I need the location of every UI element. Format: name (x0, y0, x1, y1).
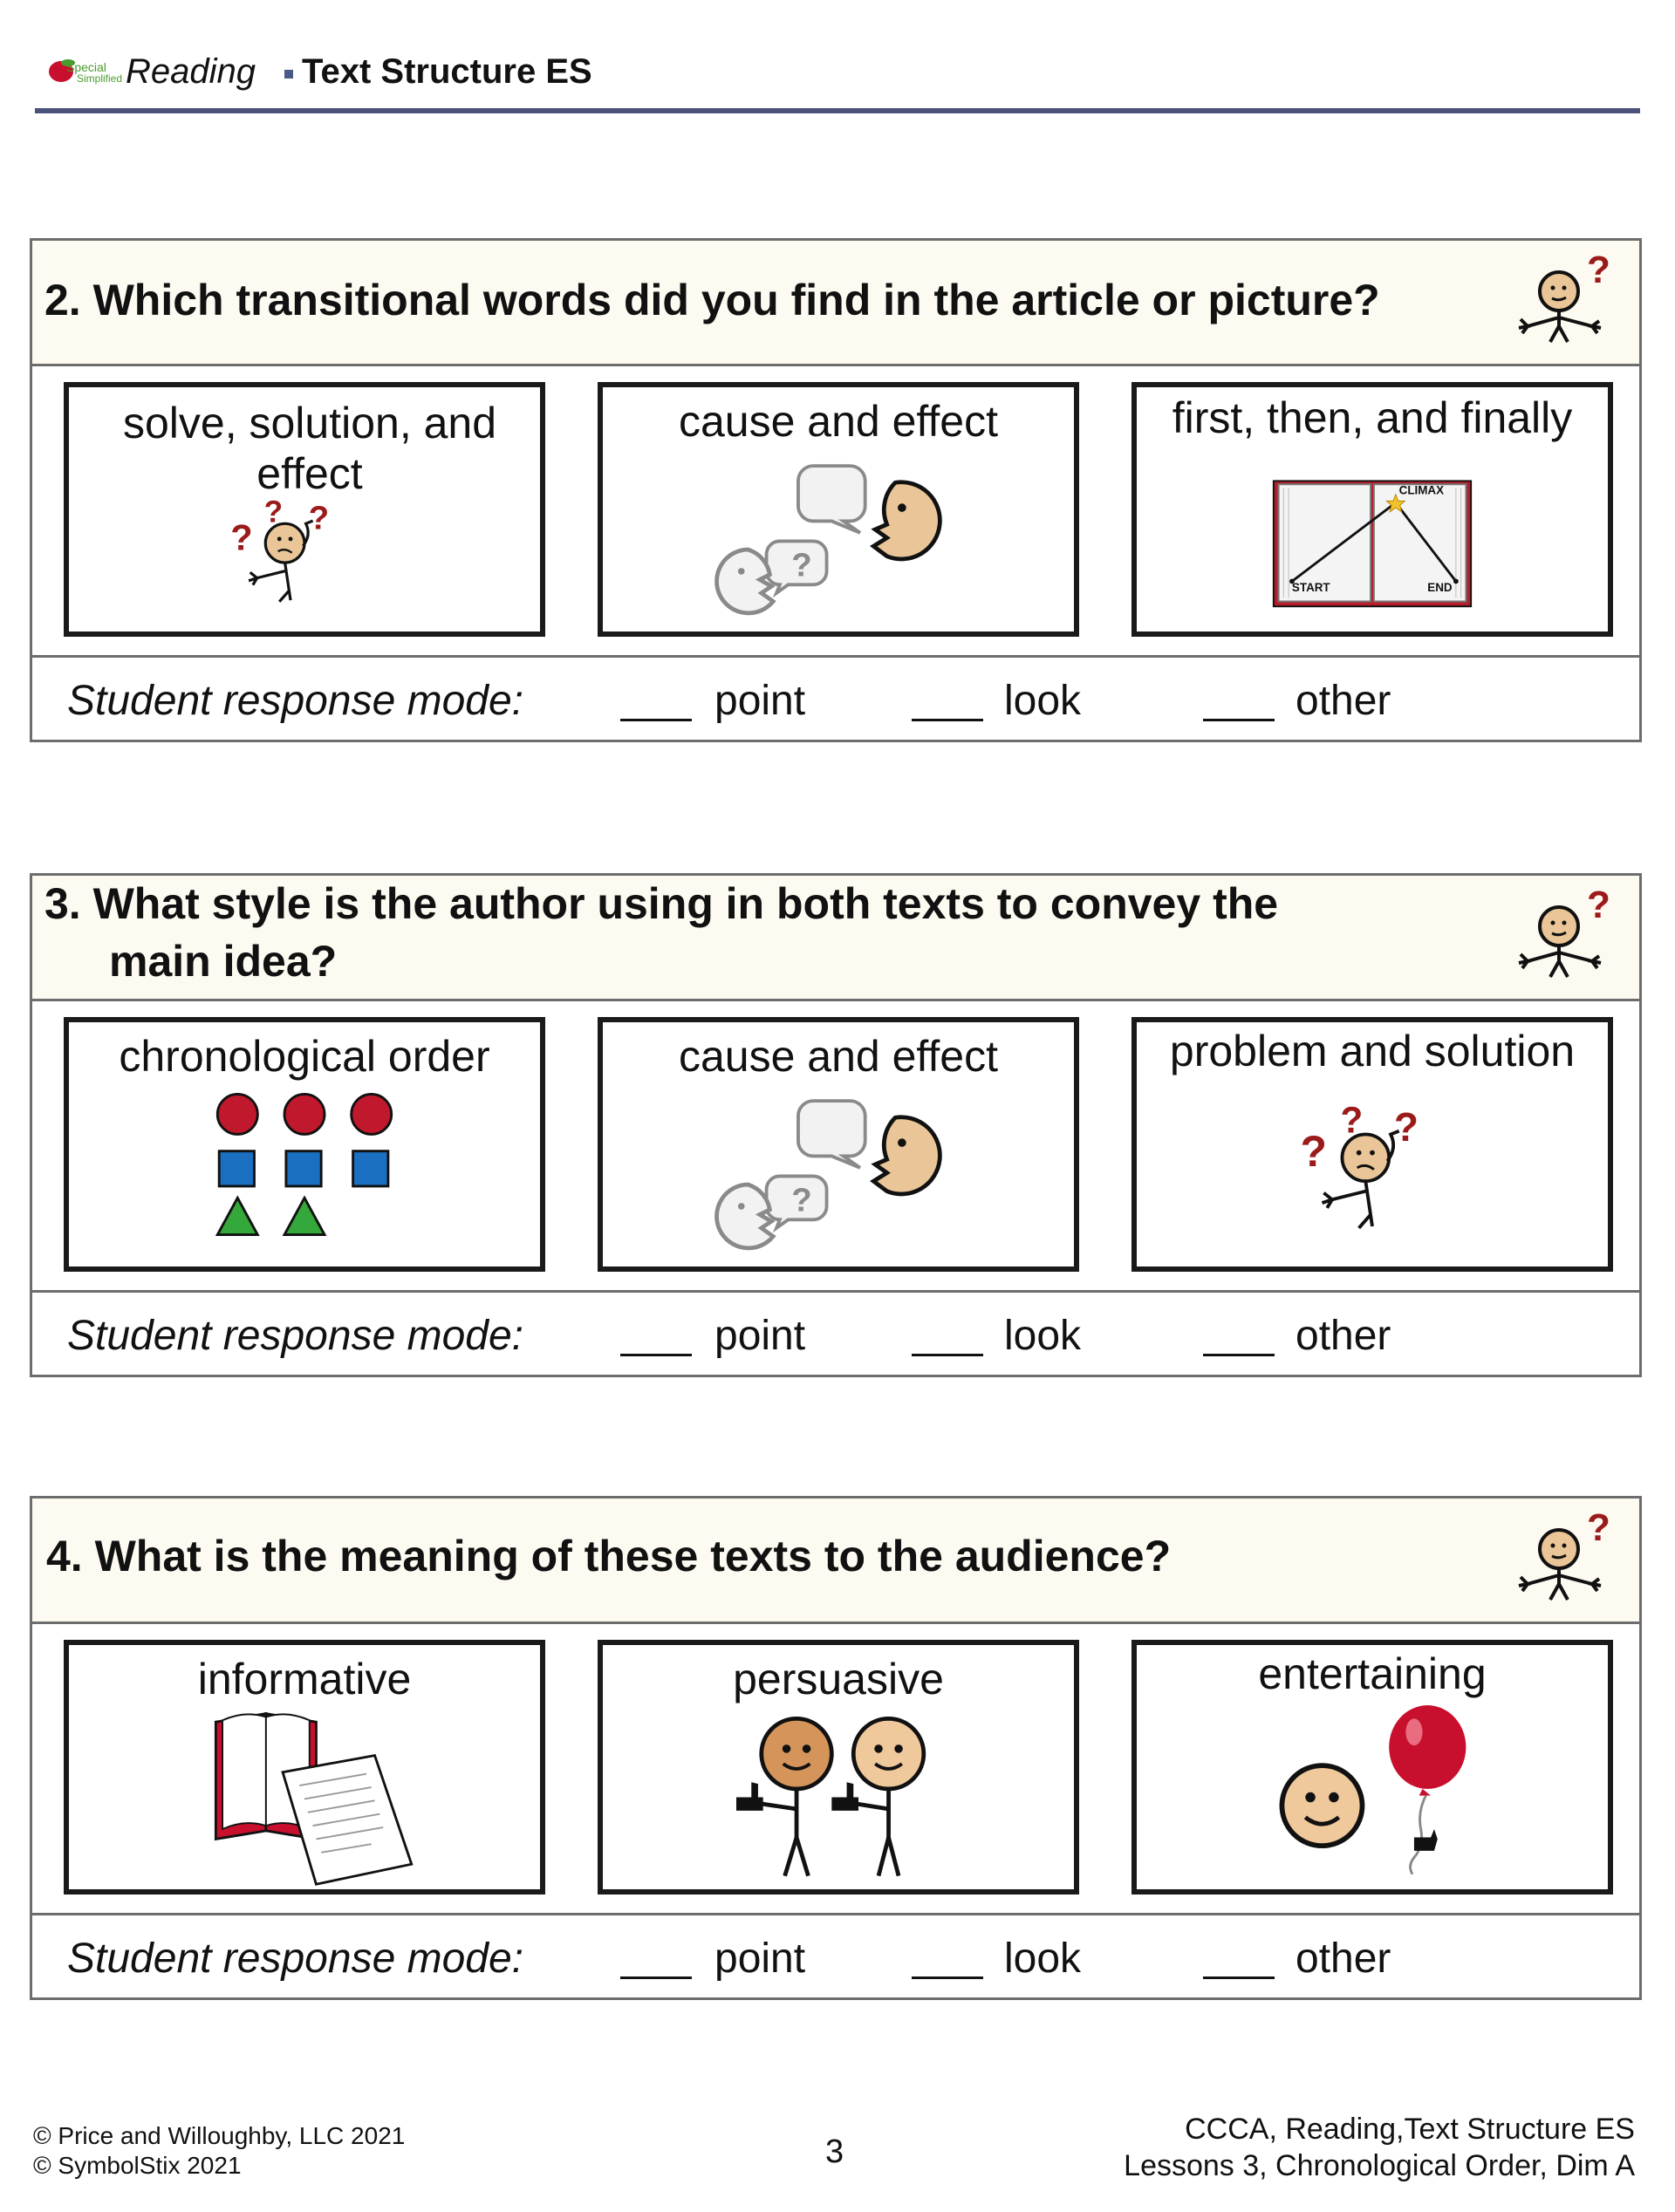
look-blank[interactable] (912, 1354, 983, 1356)
look-blank[interactable] (912, 719, 983, 721)
point-blank[interactable] (620, 1976, 692, 1979)
course-line-2: Lessons 3, Chronological Order, Dim A (1124, 2149, 1635, 2182)
look-blank[interactable] (912, 1976, 983, 1979)
smiley-balloon-icon (1137, 1645, 1608, 1889)
other-blank[interactable] (1203, 1354, 1275, 1356)
question-header (32, 1499, 1639, 1624)
answer-card[interactable] (64, 1017, 545, 1272)
thinking-person-icon (1501, 1509, 1624, 1603)
svg-text:Special: Special (66, 60, 106, 74)
look-option: look (1004, 678, 1082, 724)
answer-card[interactable] (1131, 382, 1613, 637)
answer-label: cause and effect (678, 1032, 998, 1081)
answer-label: problem and solution (1169, 1027, 1576, 1075)
point-blank[interactable] (620, 719, 692, 721)
footer-course-info (1124, 2111, 1635, 2184)
look-option: look (1004, 1936, 1082, 1982)
page-number: 3 (825, 2133, 844, 2170)
talking-heads-icon (603, 1022, 1074, 1266)
other-option: other (1296, 1313, 1391, 1359)
point-option: point (714, 1313, 806, 1359)
apple-logo-icon (42, 52, 129, 91)
answer-label: solve, solution, and effect (122, 399, 497, 498)
question-header (32, 876, 1639, 1001)
answer-label: entertaining (1258, 1649, 1487, 1698)
question-2 (30, 238, 1642, 742)
answer-card[interactable] (598, 1640, 1079, 1895)
shapes-sequence-icon (69, 1022, 540, 1266)
question-3 (30, 873, 1642, 1377)
course-line-1: CCCA, Reading,Text Structure ES (1185, 2113, 1635, 2146)
answer-card[interactable] (1131, 1640, 1613, 1895)
answer-card[interactable] (598, 1017, 1079, 1272)
copyright-line-1: © Price and Willoughby, LLC 2021 (33, 2122, 406, 2149)
answer-label: cause and effect (678, 397, 998, 446)
thinking-person-icon (1501, 886, 1624, 980)
point-option: point (714, 678, 806, 724)
answer-card[interactable] (598, 382, 1079, 637)
header-subject: Reading (126, 52, 256, 91)
header-separator (284, 70, 293, 79)
response-mode-row (32, 1913, 1639, 2003)
logo (42, 52, 129, 91)
svg-text:Simplified: Simplified (77, 72, 123, 85)
response-mode-label: Student response mode: (67, 1313, 524, 1359)
confused-person-icon (1137, 1022, 1608, 1266)
talking-heads-icon (603, 387, 1074, 632)
answer-label: informative (197, 1655, 412, 1703)
other-blank[interactable] (1203, 719, 1275, 721)
answer-card[interactable] (64, 1640, 545, 1895)
question-4 (30, 1496, 1642, 2000)
answer-label: chronological order (119, 1032, 490, 1081)
header-divider (35, 108, 1640, 113)
response-mode-label: Student response mode: (67, 1936, 524, 1982)
answer-card[interactable] (1131, 1017, 1613, 1272)
page-header (35, 49, 1640, 98)
other-option: other (1296, 678, 1391, 724)
look-option: look (1004, 1313, 1082, 1359)
answer-card[interactable] (64, 382, 545, 637)
start-label: START (1291, 580, 1330, 594)
other-blank[interactable] (1203, 1976, 1275, 1979)
copyright-line-2: © SymbolStix 2021 (33, 2152, 242, 2179)
point-blank[interactable] (620, 1354, 692, 1356)
response-mode-row (32, 1290, 1639, 1380)
question-prompt-line-1: 3. What style is the author using in both texts to convey the (44, 879, 1279, 928)
other-option: other (1296, 1936, 1391, 1982)
point-option: point (714, 1936, 806, 1982)
answer-label: first, then, and finally (1172, 393, 1573, 442)
thumbs-up-people-icon (603, 1645, 1074, 1889)
confused-person-icon (69, 387, 540, 632)
plot-diagram-book-icon (1137, 387, 1608, 632)
end-label: END (1427, 580, 1453, 594)
thinking-person-icon (1501, 251, 1624, 345)
book-and-paper-icon (69, 1645, 540, 1889)
footer-copyright (33, 2121, 405, 2181)
answer-label: persuasive (733, 1655, 944, 1703)
question-prompt: 4. What is the meaning of these texts to the audience? (46, 1532, 1172, 1580)
header-title: Text Structure ES (302, 52, 592, 91)
response-mode-label: Student response mode: (67, 678, 524, 724)
question-header (32, 241, 1639, 366)
response-mode-row (32, 655, 1639, 745)
question-prompt-line-2: main idea? (109, 937, 338, 986)
climax-label: CLIMAX (1398, 483, 1445, 497)
question-prompt: 2. Which transitional words did you find in the article or picture? (44, 276, 1380, 324)
